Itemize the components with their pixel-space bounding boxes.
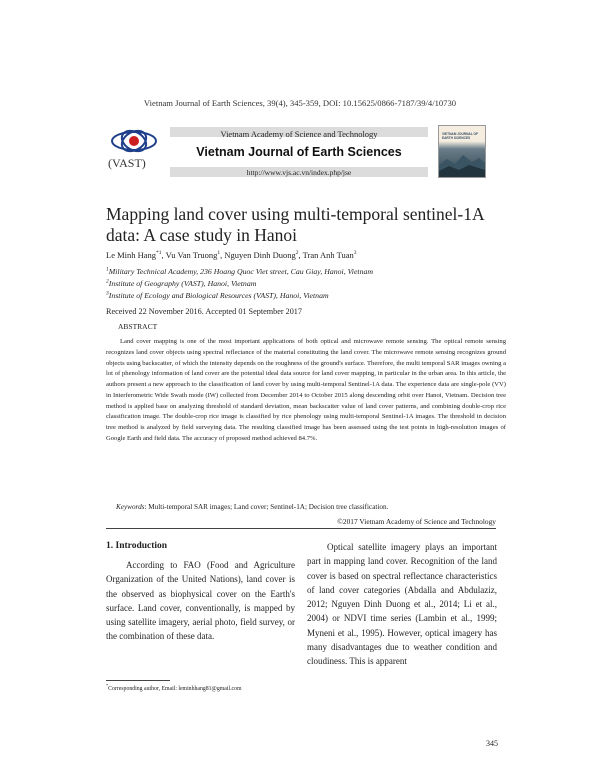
author-name: Le Minh Hang xyxy=(106,250,157,260)
abstract-label: ABSTRACT xyxy=(118,322,158,331)
mountain-icon xyxy=(439,151,485,177)
author-sup: *1 xyxy=(156,250,162,257)
affiliation-3 xyxy=(106,291,526,300)
affil-sup: 3 xyxy=(106,290,109,297)
journal-url[interactable]: http://www.vjs.ac.vn/index.php/jse xyxy=(246,168,352,177)
author-sup: 1 xyxy=(217,250,221,257)
copyright: ©2017 Vietnam Academy of Science and Technology xyxy=(337,517,496,526)
author-sep: , xyxy=(298,250,303,260)
article-title xyxy=(106,204,506,246)
title-line-2: data: A case study in Hanoi xyxy=(106,225,298,245)
journal-cover-image xyxy=(438,125,486,178)
affil-sup: 1 xyxy=(106,266,109,273)
author-sup: 3 xyxy=(353,250,357,257)
abstract-text: Land cover mapping is one of the most important applications of both optical and microwave remote sensing. The optical remote sensing recognizes land cover objects using spectral reflectance of the material constituting the land cover. The microwave remote sensing recognizes ground objects using backscatter, of which the intensity depends on the roughness of the ground's surface. Therefore, the multi temporal SAR images owning a lot of phenology information of land cover are the potential ideal data source for land cover mapping, in particular in the urban area. In this article, the authors present a new approach to the classification of land cover by using multi-temporal Sentinel-1A data. The experience data are single-pole (VV) in Interferometric Wide Swath mode (IW) collected from December 2014 to October 2015 along descending orbit over Hanoi, Vietnam. Decision tree method is applied base on analyzing threshold of standard deviation, mean backscatter value of land cover patterns, and combining double-crop rice classification image. The double-crop rice image is classified by rice phenology using multi-temporal Sentinel-1A images. The threshold in decision tree method is analyzed by field surveying data. The resulting classified image has been assessed using the test points in high-resolution images of Google Earth and field data. The accuracy of proposed method achieved 84.7%. xyxy=(106,338,506,442)
author-sep: , xyxy=(161,250,166,260)
keywords-text: : Multi-temporal SAR images; Land cover; Sentinel-1A; Decision tree classification. xyxy=(144,503,389,511)
author-sup: 2 xyxy=(295,250,299,257)
received-dates: Received 22 November 2016. Accepted 01 September 2017 xyxy=(106,307,302,316)
affil-sup: 2 xyxy=(106,278,109,285)
section-heading: 1. Introduction xyxy=(106,541,168,551)
academy-name: Vietnam Academy of Science and Technology xyxy=(220,129,378,139)
author-name: Vu Van Truong xyxy=(165,250,218,260)
affil-text: Military Technical Academy, 236 Hoang Quoc Viet street, Cau Giay, Hanoi, Vietnam xyxy=(108,267,374,276)
running-header: Vietnam Journal of Earth Sciences, 39(4), 345-359, DOI: 10.15625/0866-7187/39/4/10730 xyxy=(143,98,457,108)
cover-title: VIETNAM JOURNAL OF EARTH SCIENCES xyxy=(442,132,478,140)
affil-text: Institute of Ecology and Biological Resources (VAST), Hanoi, Vietnam xyxy=(108,291,329,300)
keywords xyxy=(116,503,516,511)
affil-text: Institute of Geography (VAST), Hanoi, Vietnam xyxy=(108,279,257,288)
intro-right-paragraph: Optical satellite imagery plays an important part in mapping land cover. Recognition of the land cover is based on spectral reflectance characteristics of land cover categories (Abdalla and Abdulaziz, 2012; Nguyen Dinh Duong et al., 2014; Li et al., 2004) or NDVI time series (Lambin et al., 1999; Myneni et al., 1995). However, optical imagery has many disadvantages due to weather condition and cloudiness. This is apparent xyxy=(307,542,497,667)
keywords-label: Keywords xyxy=(116,503,145,511)
affiliation-2 xyxy=(106,279,526,288)
page-number: 345 xyxy=(486,739,498,748)
author-list xyxy=(106,250,526,260)
section-divider xyxy=(106,528,496,529)
footnote-rule xyxy=(106,680,170,681)
author-name: Nguyen Dinh Duong xyxy=(224,250,296,260)
author-sep: , xyxy=(220,250,225,260)
footnote-text: Corresponding author, Email: leminhhang81@gmail.com xyxy=(108,686,242,692)
journal-name: Vietnam Journal of Earth Sciences xyxy=(196,145,402,159)
footnote-mark: * xyxy=(106,683,109,689)
affiliation-1 xyxy=(106,267,526,276)
intro-left-paragraph: According to FAO (Food and Agriculture Organization of the United Nations), land cover is the observed as biophysical cover on the Earth's surface. Land cover, conventionally, is mapped by using satellite imagery, aerial photo, field survey, or the combination of these data. xyxy=(106,560,295,642)
logo-caption: (VAST) xyxy=(108,156,146,170)
author-name: Tran Anh Tuan xyxy=(302,250,354,260)
footnote xyxy=(106,683,306,692)
title-line-1: Mapping land cover using multi-temporal sentinel-1A xyxy=(106,204,485,224)
